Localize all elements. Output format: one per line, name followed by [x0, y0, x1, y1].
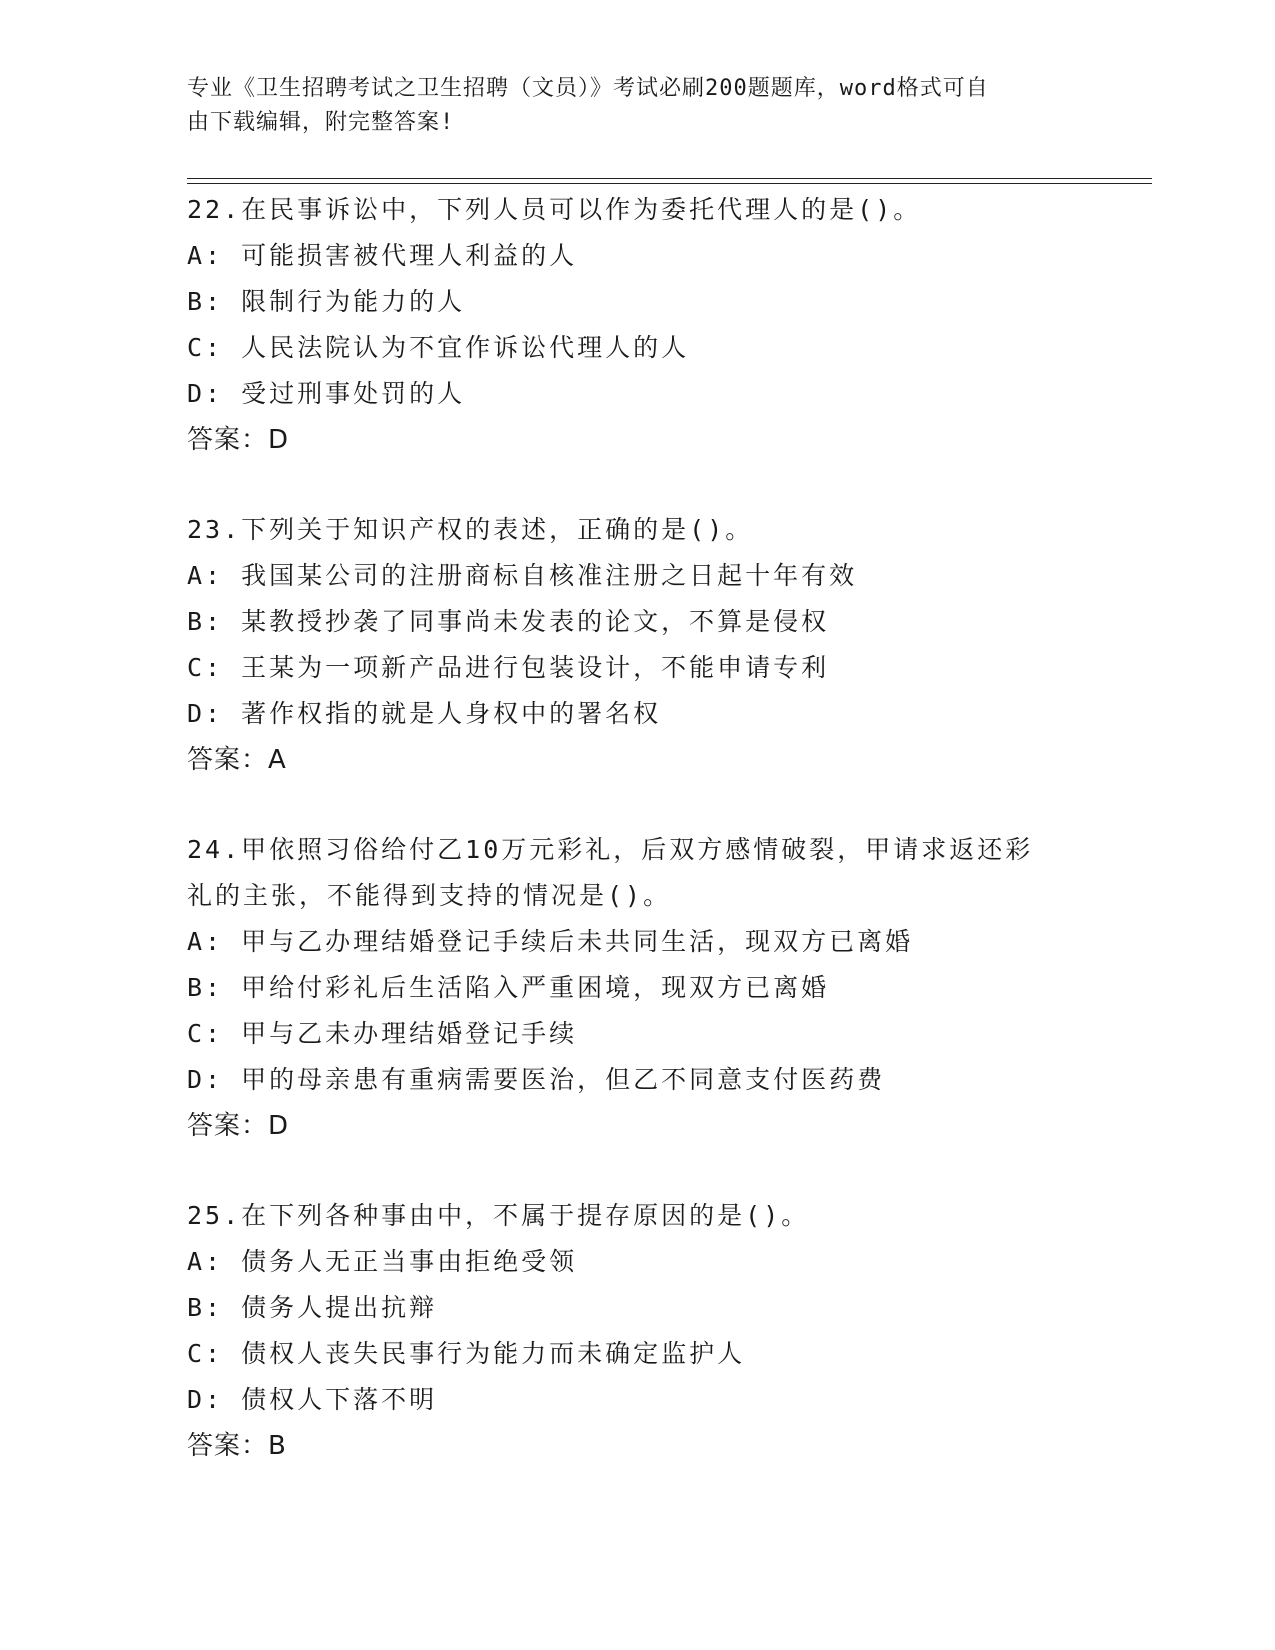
option-a: A: 我国某公司的注册商标自核准注册之日起十年有效: [187, 561, 858, 590]
option-b: B: 限制行为能力的人: [187, 287, 466, 316]
answer: 答案：D: [187, 1111, 290, 1141]
question-list: [187, 187, 1087, 1513]
document-header: [187, 72, 1087, 140]
answer: 答案：B: [187, 1431, 287, 1461]
option-a: A: 债务人无正当事由拒绝受领: [187, 1247, 578, 1276]
question-stem: 22.在民事诉讼中，下列人员可以作为委托代理人的是()。: [187, 195, 922, 224]
option-d: D: 甲的母亲患有重病需要医治，但乙不同意支付医药费: [187, 1065, 886, 1094]
option-a: A: 甲与乙办理结婚登记手续后未共同生活，现双方已离婚: [187, 927, 914, 956]
header-line-1: 专业《卫生招聘考试之卫生招聘（文员）》考试必刷200题题库，word格式可自: [187, 76, 989, 101]
question-24: [187, 827, 1087, 1149]
question-22: [187, 187, 1087, 463]
option-c: C: 债权人丧失民事行为能力而未确定监护人: [187, 1339, 746, 1368]
header-divider-top: [187, 178, 1152, 179]
header-divider-bottom: [187, 183, 1152, 184]
option-d: D: 债权人下落不明: [187, 1385, 438, 1414]
option-b: B: 甲给付彩礼后生活陷入严重困境，现双方已离婚: [187, 973, 830, 1002]
answer: 答案：D: [187, 425, 290, 455]
option-c: C: 王某为一项新产品进行包装设计，不能申请专利: [187, 653, 830, 682]
question-25: [187, 1193, 1087, 1469]
question-23: [187, 507, 1087, 783]
option-d: D: 受过刑事处罚的人: [187, 379, 466, 408]
option-d: D: 著作权指的就是人身权中的署名权: [187, 699, 662, 728]
question-stem: 24.甲依照习俗给付乙10万元彩礼，后双方感情破裂，甲请求返还彩: [187, 835, 1034, 864]
question-stem: 25.在下列各种事由中，不属于提存原因的是()。: [187, 1201, 810, 1230]
answer: 答案：A: [187, 745, 287, 775]
question-stem: 23.下列关于知识产权的表述，正确的是()。: [187, 515, 754, 544]
header-line-2: 由下载编辑，附完整答案!: [187, 110, 455, 135]
question-stem-continued: 礼的主张，不能得到支持的情况是()。: [187, 881, 672, 910]
option-c: C: 人民法院认为不宜作诉讼代理人的人: [187, 333, 690, 362]
option-b: B: 债务人提出抗辩: [187, 1293, 438, 1322]
option-c: C: 甲与乙未办理结婚登记手续: [187, 1019, 578, 1048]
option-a: A: 可能损害被代理人利益的人: [187, 241, 578, 270]
option-b: B: 某教授抄袭了同事尚未发表的论文，不算是侵权: [187, 607, 830, 636]
